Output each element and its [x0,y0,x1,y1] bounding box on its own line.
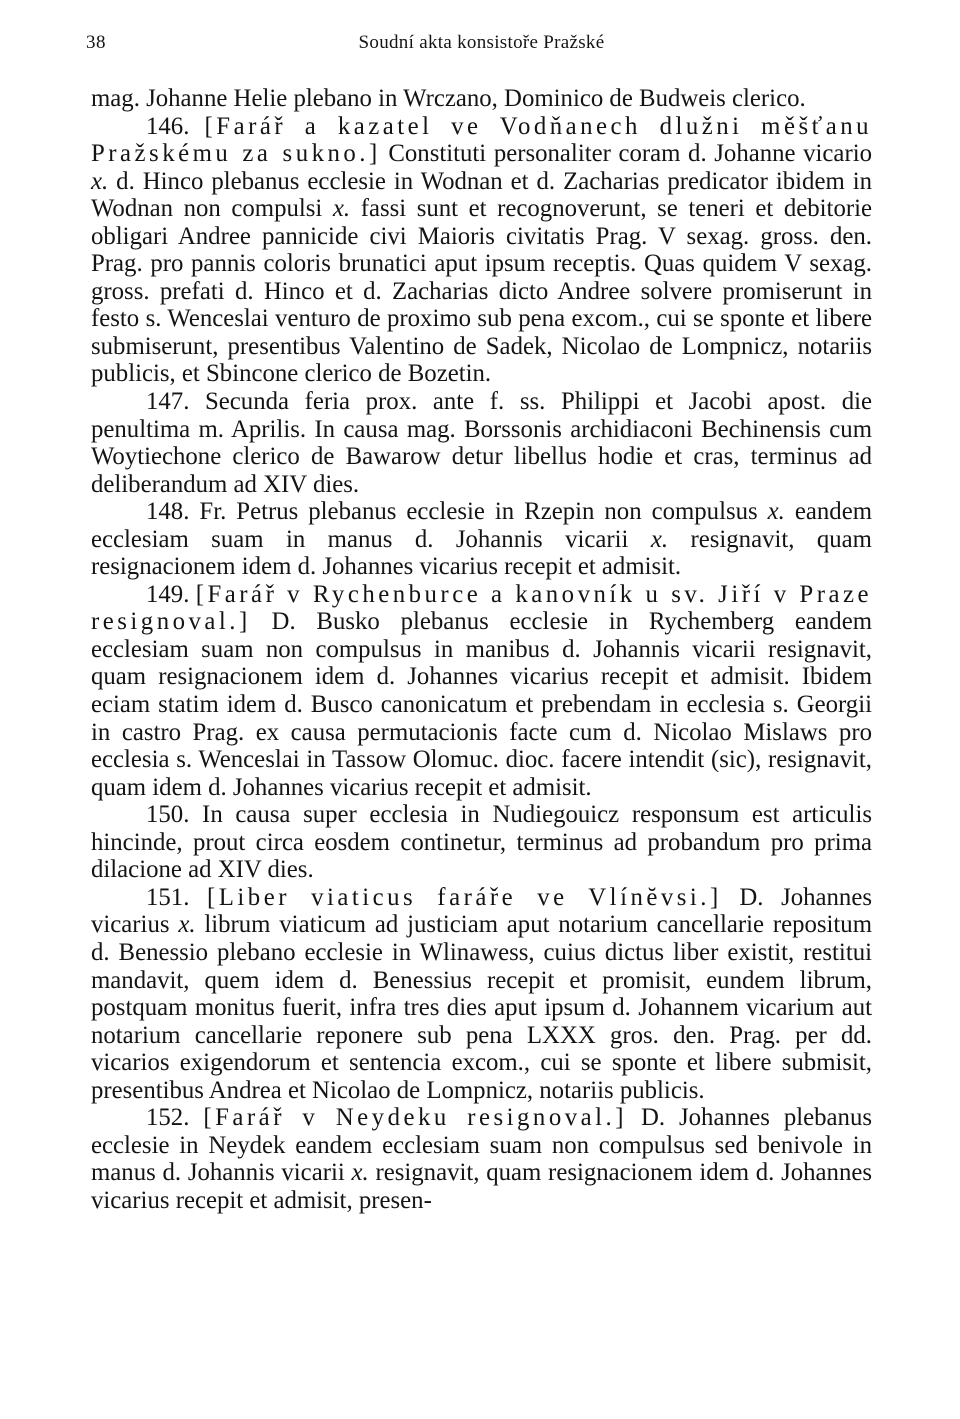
entry-text: Constituti personaliter coram d. Johanne vicario [380,140,872,168]
entry-heading: [Liber viaticus faráře ve Vlínĕvsi.] [207,883,722,911]
entry-152 [91,1104,872,1214]
entry-heading: [Farář v Neydeku resignoval.] [203,1104,627,1132]
entry-text: mag. Johanne Helie plebano in Wrczano, Dominico de Budweis clerico. [91,85,806,112]
entry-text: In causa super ecclesia in Nudiegouicz responsum est articulis hincinde, prout circa eosdem continetur, terminus ad probandum pro prima dilacione ad XIV dies. [91,801,872,884]
entry-text: D. Johannes plebanus ecclesie in Neydek eandem ecclesiam suam non compulsus sed benivole in manus d. Johannis vicarii [91,1104,873,1187]
entry-text: D. Johannes vicarius [91,883,872,939]
entry-number: 146. [146,112,190,140]
entry-150 [91,801,872,884]
entry-text: resignavit, quam resignacionem idem d. Johannes vicarius recepit et admisit. [91,525,872,581]
entry-147 [91,388,872,498]
entry-151 [91,884,872,1104]
entry-148 [91,498,872,581]
document-page [86,0,873,1419]
entry-number: 147. [146,388,190,416]
abbrev-x: x. [650,525,669,553]
entry-text: fassi sunt et recognoverunt, se teneri et debitorie obligari Andree pannicide civi Maioris civitatis Prag. V sexag. gross. den. Prag. pro pannis coloris brunatici aput ipsum receptis. Quas quidem V sexag. gross. prefati d. Hinco et d. Zacharias dicto Andree solvere promiserunt in festo s. Wenceslai venturo de proximo sub pena excom., cui se sponte et libere submiserunt, presentibus Valentino de Sadek, Nicolao de Lompnicz, notariis publicis, et Sbincone clerico de Bozetin. [91,195,872,388]
entry-146 [91,113,872,388]
entry-number: 151. [146,883,190,911]
abbrev-x: x. [91,167,109,195]
entry-text: d. Hinco plebanus ecclesie in Wodnan et d. Zacharias predicator ibidem in Wodnan non compulsi [91,167,872,223]
body-text [91,85,872,1214]
entry-heading: [Farář v Rychenburce a kanovník u sv. Jiří v Praze resignoval.] [91,580,872,636]
entry-continuation [91,85,872,113]
entry-heading: [Farář a kazatel ve Vodňanech dlužni měšťanu Pražskému za sukno.] [91,112,872,168]
entry-text: Secunda feria prox. ante f. ss. Philippi et Jacobi apost. die penultima m. Aprilis. In causa mag. Borssonis archidiaconi Bechinensis cum Woytiechone clerico de Bawarow detur libellus hodie et cras, terminus ad deliberandum ad XIV dies. [91,388,872,498]
entry-text: resignavit, quam resignacionem idem d. Johannes vicarius recepit et admisit, presen- [91,1159,873,1214]
abbrev-x: x. [767,498,785,526]
entry-text: Fr. Petrus plebanus ecclesie in Rzepin non compulsus [189,498,768,526]
entry-number: 150. [146,801,190,829]
entry-number: 149. [146,580,190,608]
entry-text: librum viaticum ad justiciam aput notarium cancellarie repositum d. Benessio plebano ecclesie in Wlinawess, cuius dictus liber existit, restitui mandavit, quem idem d. Benessius recepit et promisit, eundem librum, postquam monitus fuerit, infra tres dies aput ipsum d. Johannem vicarium aut notarium cancellarie reponere sub pena LXXX gros. den. Prag. per dd. vicarios exigendorum et sentencia excom., cui se sponte et libere submisit, presentibus Andrea et Nicolao de Lompnicz, notariis publicis. [91,911,872,1104]
entry-number: 152. [146,1104,190,1132]
abbrev-x: x. [178,911,196,939]
page-number: 38 [86,32,106,53]
running-head [86,30,872,56]
entry-149 [91,581,872,801]
abbrev-x: x. [351,1159,369,1187]
entry-text: D. Busko plebanus ecclesie in Rychemberg eandem ecclesiam suam non compulsus in manibus d. Johannis vicarii resignavit, quam resignacionem idem d. Johannes vicarius recepit et admisit. Ibidem eciam statim idem d. Busco canonicatum et prebendam in ecclesia s. Georgii in castro Prag. ex causa permutacionis facte cum d. Nicolao Mislaws pro ecclesia s. Wenceslai in Tassow Olomuc. dioc. facere intendit (sic), resignavit, quam idem d. Johannes vicarius recepit et admisit. [91,608,872,801]
running-title: Soudní akta konsistoře Pražské [358,32,605,53]
abbrev-x: x. [332,195,351,223]
entry-number: 148. [146,498,190,526]
entry-text: eandem ecclesiam suam in manus d. Johannis vicarii [91,498,872,553]
